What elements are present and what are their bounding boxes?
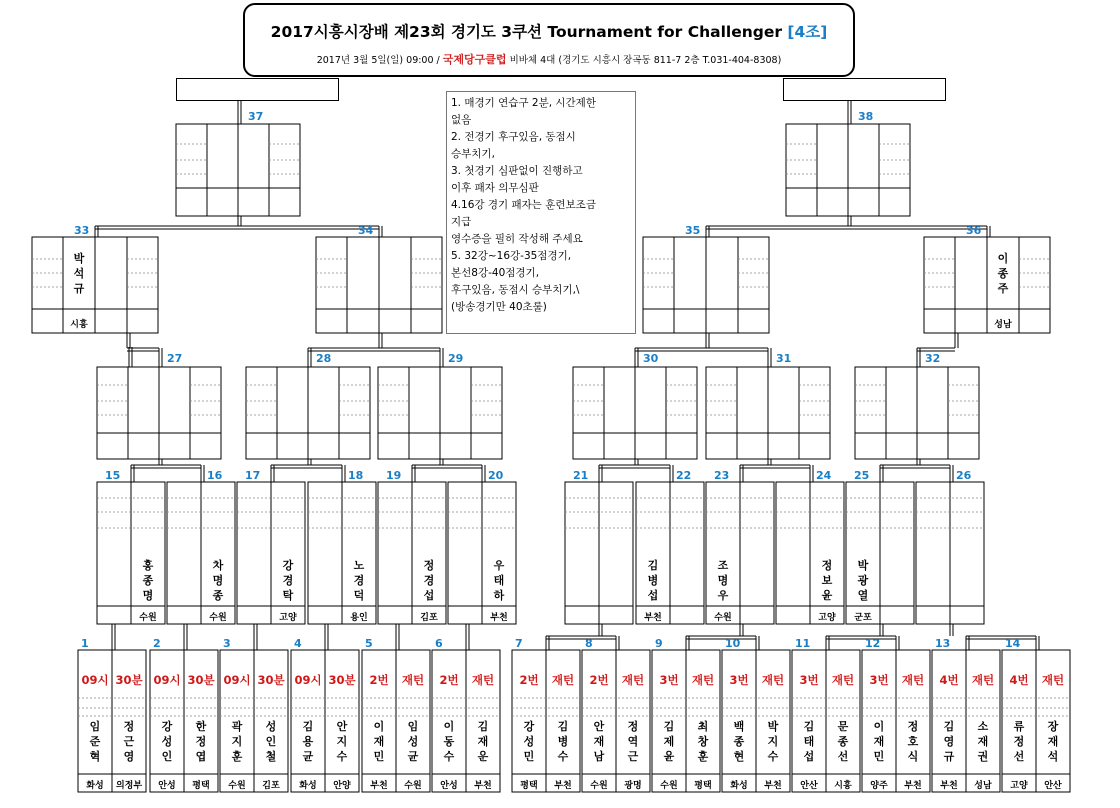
rule-line: 승부치기,: [451, 148, 495, 160]
player-name: 장 재 석: [1047, 720, 1059, 763]
player-name: 최 창 훈: [697, 720, 709, 763]
table-time: 2번: [439, 673, 459, 687]
player-name: 문 종 선: [837, 720, 849, 763]
player-name: 차 명 종: [212, 559, 224, 602]
table-time: 2번: [519, 673, 539, 687]
player-city: 수원: [209, 613, 227, 623]
match-number: 27: [167, 352, 183, 365]
player-name: 이 재 민: [873, 720, 885, 763]
rule-line: 5. 32강~16강-35점경기,: [451, 250, 572, 262]
match-number: 6: [435, 637, 443, 650]
match-number: 36: [966, 224, 982, 237]
match-number: 11: [795, 637, 811, 650]
player-name: 류 정 선: [1013, 720, 1025, 763]
player-city: 안산: [800, 781, 818, 791]
player-name: 안 재 남: [593, 720, 605, 763]
player-city: 화성: [86, 781, 104, 791]
player-city: 평택: [520, 781, 538, 791]
match-number: 25: [854, 469, 870, 482]
player-city: 부천: [644, 613, 662, 623]
match-number: 38: [858, 110, 874, 123]
player-name: 박 지 수: [767, 720, 779, 763]
match-number: 5: [365, 637, 373, 650]
player-name: 박 석 규: [73, 252, 85, 295]
player-city: 안산: [1044, 781, 1062, 791]
page-title: [245, 20, 853, 42]
table-slot: 30분: [115, 673, 143, 687]
table-time: 4번: [939, 673, 959, 687]
player-city: 수원: [404, 781, 422, 791]
rules-notes: [446, 91, 636, 334]
match-number: 28: [316, 352, 332, 365]
match-number: 24: [816, 469, 832, 482]
player-name: 조 명 우: [717, 559, 729, 602]
table-slot: 재턴: [401, 673, 425, 687]
player-name: 한 정 엽: [195, 720, 207, 763]
rule-line: 3. 첫경기 심판없이 진행하고: [451, 165, 583, 177]
table-slot: 재턴: [1041, 673, 1065, 687]
table-time: 2번: [369, 673, 389, 687]
table-slot: 재턴: [691, 673, 715, 687]
match-number: 34: [358, 224, 374, 237]
table-time: 3번: [729, 673, 749, 687]
match-number: 14: [1005, 637, 1021, 650]
player-city: 의정부: [115, 781, 143, 791]
table-slot: 재턴: [621, 673, 645, 687]
player-city: 고양: [1010, 781, 1028, 791]
player-name: 강 성 인: [161, 720, 173, 763]
player-city: 시흥: [70, 320, 88, 330]
player-city: 성남: [974, 781, 992, 791]
player-name: 곽 지 훈: [231, 720, 243, 763]
match-number: 3: [223, 637, 231, 650]
player-name: 정 경 섭: [423, 559, 435, 602]
table-slot: 재턴: [761, 673, 785, 687]
table-time: 09시: [153, 673, 181, 687]
table-slot: 재턴: [551, 673, 575, 687]
match-number: 20: [488, 469, 504, 482]
player-city: 수원: [228, 781, 246, 791]
match-number: 19: [386, 469, 402, 482]
player-name: 정 호 식: [907, 720, 919, 763]
rule-line: 본선8강-40점경기,: [451, 267, 540, 279]
venue-detail: 비바체 4대 (경기도 시흥시 장곡동 811-7 2층 T.031-404-8308): [506, 55, 782, 66]
title-text: 2017시흥시장배 제23회 경기도 3쿠션 Tournament for Challenger: [270, 23, 788, 41]
rule-line: 4.16강 경기 패자는 훈련보조금: [451, 199, 596, 211]
match-number: 1: [81, 637, 89, 650]
match-number: 21: [573, 469, 589, 482]
match-number: 30: [643, 352, 659, 365]
match-number: 9: [655, 637, 663, 650]
match-number: 8: [585, 637, 593, 650]
venue-name: 국제당구클럽: [442, 53, 507, 66]
player-city: 고양: [279, 613, 297, 623]
player-name: 김 재 운: [477, 720, 489, 763]
match-number: 22: [676, 469, 692, 482]
player-name: 정 근 영: [123, 720, 135, 763]
player-city: 부천: [904, 781, 922, 791]
table-time: 09시: [223, 673, 251, 687]
rule-line: 이후 패자 의무심판: [451, 182, 539, 194]
player-name: 임 성 균: [407, 720, 419, 763]
match-number: 4: [294, 637, 302, 650]
match-number: 31: [776, 352, 792, 365]
player-city: 부천: [940, 781, 958, 791]
rule-line: 1. 매경기 연습구 2분, 시간제한: [451, 97, 596, 109]
table-slot: 재턴: [831, 673, 855, 687]
player-name: 이 동 수: [443, 720, 455, 763]
player-city: 화성: [730, 781, 748, 791]
player-name: 김 병 수: [557, 720, 569, 763]
player-name: 김 제 윤: [663, 720, 675, 763]
player-name: 정 역 근: [627, 720, 639, 763]
player-city: 수원: [660, 781, 678, 791]
player-city: 부천: [764, 781, 782, 791]
table-slot: 재턴: [971, 673, 995, 687]
event-date: 2017년 3월 5일(일) 09:00 /: [316, 55, 443, 66]
player-city: 김포: [262, 781, 280, 791]
match-number: 37: [248, 110, 264, 123]
player-name: 노 경 덕: [353, 559, 365, 602]
player-name: 김 태 섭: [803, 720, 815, 763]
match-number: 18: [348, 469, 364, 482]
player-city: 양주: [870, 781, 888, 791]
table-time: 09시: [81, 673, 109, 687]
rule-line: 영수증을 필히 작성해 주세요: [451, 233, 583, 245]
player-name: 임 준 혁: [89, 720, 101, 763]
player-name: 박 광 열: [857, 559, 869, 602]
match-number: 16: [207, 469, 223, 482]
match-number: 26: [956, 469, 972, 482]
match-number: 2: [153, 637, 161, 650]
rule-line: (방송경기만 40초룰): [451, 301, 547, 313]
player-city: 화성: [299, 781, 317, 791]
table-slot: 30분: [187, 673, 215, 687]
rule-line: 후구있음, 동점시 승부치기,\: [451, 284, 580, 296]
player-city: 광명: [624, 781, 642, 791]
player-name: 김 용 균: [302, 720, 314, 763]
match-number: 15: [105, 469, 121, 482]
rule-line: 없음: [451, 114, 472, 126]
match-number: 23: [714, 469, 730, 482]
player-city: 수원: [714, 613, 732, 623]
table-time: 3번: [799, 673, 819, 687]
player-city: 안양: [333, 781, 351, 791]
player-city: 부천: [474, 781, 492, 791]
player-city: 군포: [854, 613, 872, 623]
table-slot: 재턴: [471, 673, 495, 687]
match-number: 32: [925, 352, 941, 365]
match-number: 33: [74, 224, 90, 237]
table-time: 09시: [294, 673, 322, 687]
player-city: 부천: [554, 781, 572, 791]
match-number: 10: [725, 637, 741, 650]
match-number: 13: [935, 637, 951, 650]
player-city: 평택: [192, 781, 210, 791]
rule-line: 지급: [451, 216, 472, 228]
player-name: 홍 종 명: [142, 559, 154, 602]
player-name: 강 성 민: [523, 720, 535, 763]
table-slot: 30분: [257, 673, 285, 687]
player-city: 수원: [139, 613, 157, 623]
player-name: 소 재 권: [977, 720, 989, 763]
match-number: 35: [685, 224, 701, 237]
match-number: 29: [448, 352, 464, 365]
title-box: [243, 3, 855, 77]
winner-box-left: [176, 78, 339, 101]
match-number: 12: [865, 637, 881, 650]
player-city: 시흥: [834, 781, 852, 791]
player-name: 이 재 민: [373, 720, 385, 763]
player-name: 이 종 주: [997, 252, 1009, 295]
rule-line: 2. 전경기 후구있음, 동점시: [451, 131, 576, 143]
player-city: 평택: [694, 781, 712, 791]
table-time: 4번: [1009, 673, 1029, 687]
event-info: [245, 51, 853, 67]
player-name: 정 보 윤: [821, 559, 833, 602]
player-city: 부천: [490, 613, 508, 623]
table-time: 3번: [659, 673, 679, 687]
player-name: 성 인 철: [265, 720, 277, 763]
table-slot: 재턴: [901, 673, 925, 687]
player-city: 고양: [818, 613, 836, 623]
player-name: 김 영 규: [943, 720, 955, 763]
player-city: 안성: [440, 781, 458, 791]
player-name: 안 지 수: [336, 720, 348, 763]
group-label: [4조]: [787, 23, 828, 41]
table-time: 3번: [869, 673, 889, 687]
table-slot: 30분: [328, 673, 356, 687]
player-name: 우 태 하: [493, 559, 505, 602]
winner-box-right: [783, 78, 946, 101]
player-city: 수원: [590, 781, 608, 791]
player-name: 김 병 섭: [647, 559, 659, 602]
table-time: 2번: [589, 673, 609, 687]
player-city: 용인: [350, 613, 368, 623]
match-number: 7: [515, 637, 523, 650]
player-city: 안성: [158, 781, 176, 791]
player-name: 강 경 탁: [282, 559, 294, 602]
match-number: 17: [245, 469, 261, 482]
player-city: 부천: [370, 781, 388, 791]
player-city: 성남: [994, 320, 1012, 330]
player-city: 김포: [420, 613, 438, 623]
player-name: 백 종 현: [733, 720, 745, 763]
